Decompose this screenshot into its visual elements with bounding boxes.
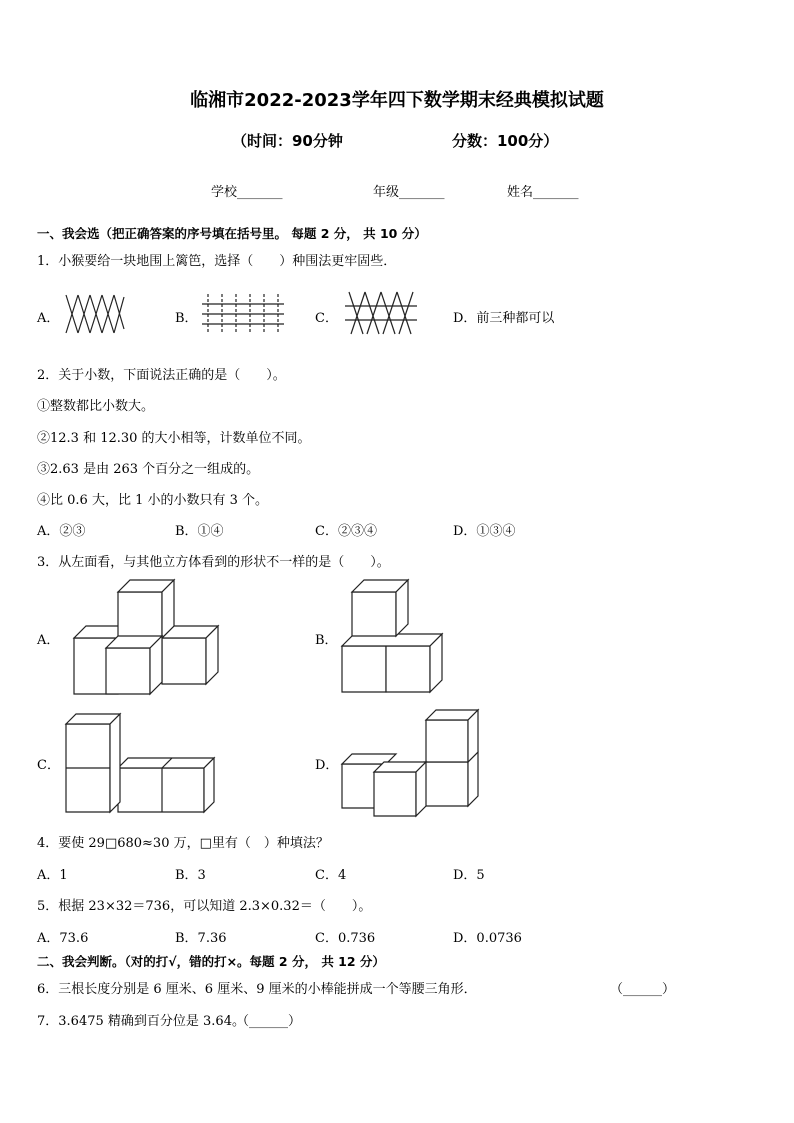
q4-option-b[interactable]: B．3 <box>175 868 206 883</box>
q3-option-b[interactable]: B． <box>315 633 338 648</box>
q2-option-c[interactable]: C．②③④ <box>315 524 377 539</box>
school-field[interactable]: 学校_______ <box>211 185 283 200</box>
section-1-heading: 一、我会选（把正确答案的序号填在括号里。 每题 2 分， 共 10 分） <box>37 226 427 241</box>
q2-option-d[interactable]: D．①③④ <box>453 524 516 539</box>
question-7: 7．3.6475 精确到百分位是 3.64。 <box>37 1014 245 1029</box>
q5-option-d[interactable]: D．0.0736 <box>453 931 522 946</box>
q2-statement-4: ④比 0.6 大，比 1 小的小数只有 3 个。 <box>37 493 269 508</box>
q1-option-b[interactable]: B． <box>175 311 198 326</box>
q4-option-c[interactable]: C．4 <box>315 868 347 883</box>
question-6: 6．三根长度分别是 6 厘米、6 厘米、9 厘米的小棒能拼成一个等腰三角形． <box>37 982 477 997</box>
fence-pattern-a <box>62 293 126 335</box>
q3-option-c[interactable]: C． <box>37 758 60 773</box>
q1-option-d[interactable]: D．前三种都可以 <box>453 311 555 326</box>
cube-figure-b <box>340 578 446 694</box>
question-1: 1．小猴要给一块地围上篱笆，选择（ ）种围法更牢固些． <box>37 254 397 269</box>
q2-statement-1: ①整数都比小数大。 <box>37 399 155 414</box>
cube-figure-c <box>64 712 218 814</box>
q1-option-a[interactable]: A． <box>37 311 60 326</box>
question-5: 5．根据 23×32＝736，可以知道 2.3×0.32＝（ ）。 <box>37 899 372 914</box>
q1-option-c[interactable]: C． <box>315 311 338 326</box>
q5-option-c[interactable]: C．0.736 <box>315 931 376 946</box>
q6-answer-blank[interactable]: （______） <box>610 982 676 997</box>
fence-pattern-c <box>343 290 419 336</box>
cube-figure-a <box>72 578 222 696</box>
question-3: 3．从左面看，与其他立方体看到的形状不一样的是（ ）。 <box>37 555 390 570</box>
q4-option-d[interactable]: D．5 <box>453 868 485 883</box>
fence-pattern-b <box>200 292 286 336</box>
grade-field[interactable]: 年级_______ <box>373 185 445 200</box>
name-field[interactable]: 姓名_______ <box>507 185 579 200</box>
q5-option-b[interactable]: B．7.36 <box>175 931 227 946</box>
q2-statement-2: ②12.3 和 12.30 的大小相等，计数单位不同。 <box>37 431 311 446</box>
q7-answer-blank[interactable]: （______） <box>236 1014 302 1029</box>
q2-option-a[interactable]: A．②③ <box>37 524 86 539</box>
question-2: 2．关于小数，下面说法正确的是（ ）。 <box>37 368 286 383</box>
cube-figure-d <box>340 708 480 818</box>
section-2-heading: 二、我会判断。（对的打√，错的打×。每题 2 分， 共 12 分） <box>37 954 385 969</box>
q3-option-d[interactable]: D． <box>315 758 339 773</box>
q3-option-a[interactable]: A． <box>37 633 60 648</box>
q2-option-b[interactable]: B．①④ <box>175 524 224 539</box>
q4-option-a[interactable]: A．1 <box>37 868 68 883</box>
exam-time: （时间：90分钟 <box>232 132 343 150</box>
page-title: 临湘市2022-2023学年四下数学期末经典模拟试题 <box>190 90 604 111</box>
exam-score: 分数：100分） <box>452 132 559 150</box>
q5-option-a[interactable]: A．73.6 <box>37 931 89 946</box>
q2-statement-3: ③2.63 是由 263 个百分之一组成的。 <box>37 462 260 477</box>
question-4: 4．要使 29□680≈30 万，□里有（ ）种填法？ <box>37 836 329 851</box>
